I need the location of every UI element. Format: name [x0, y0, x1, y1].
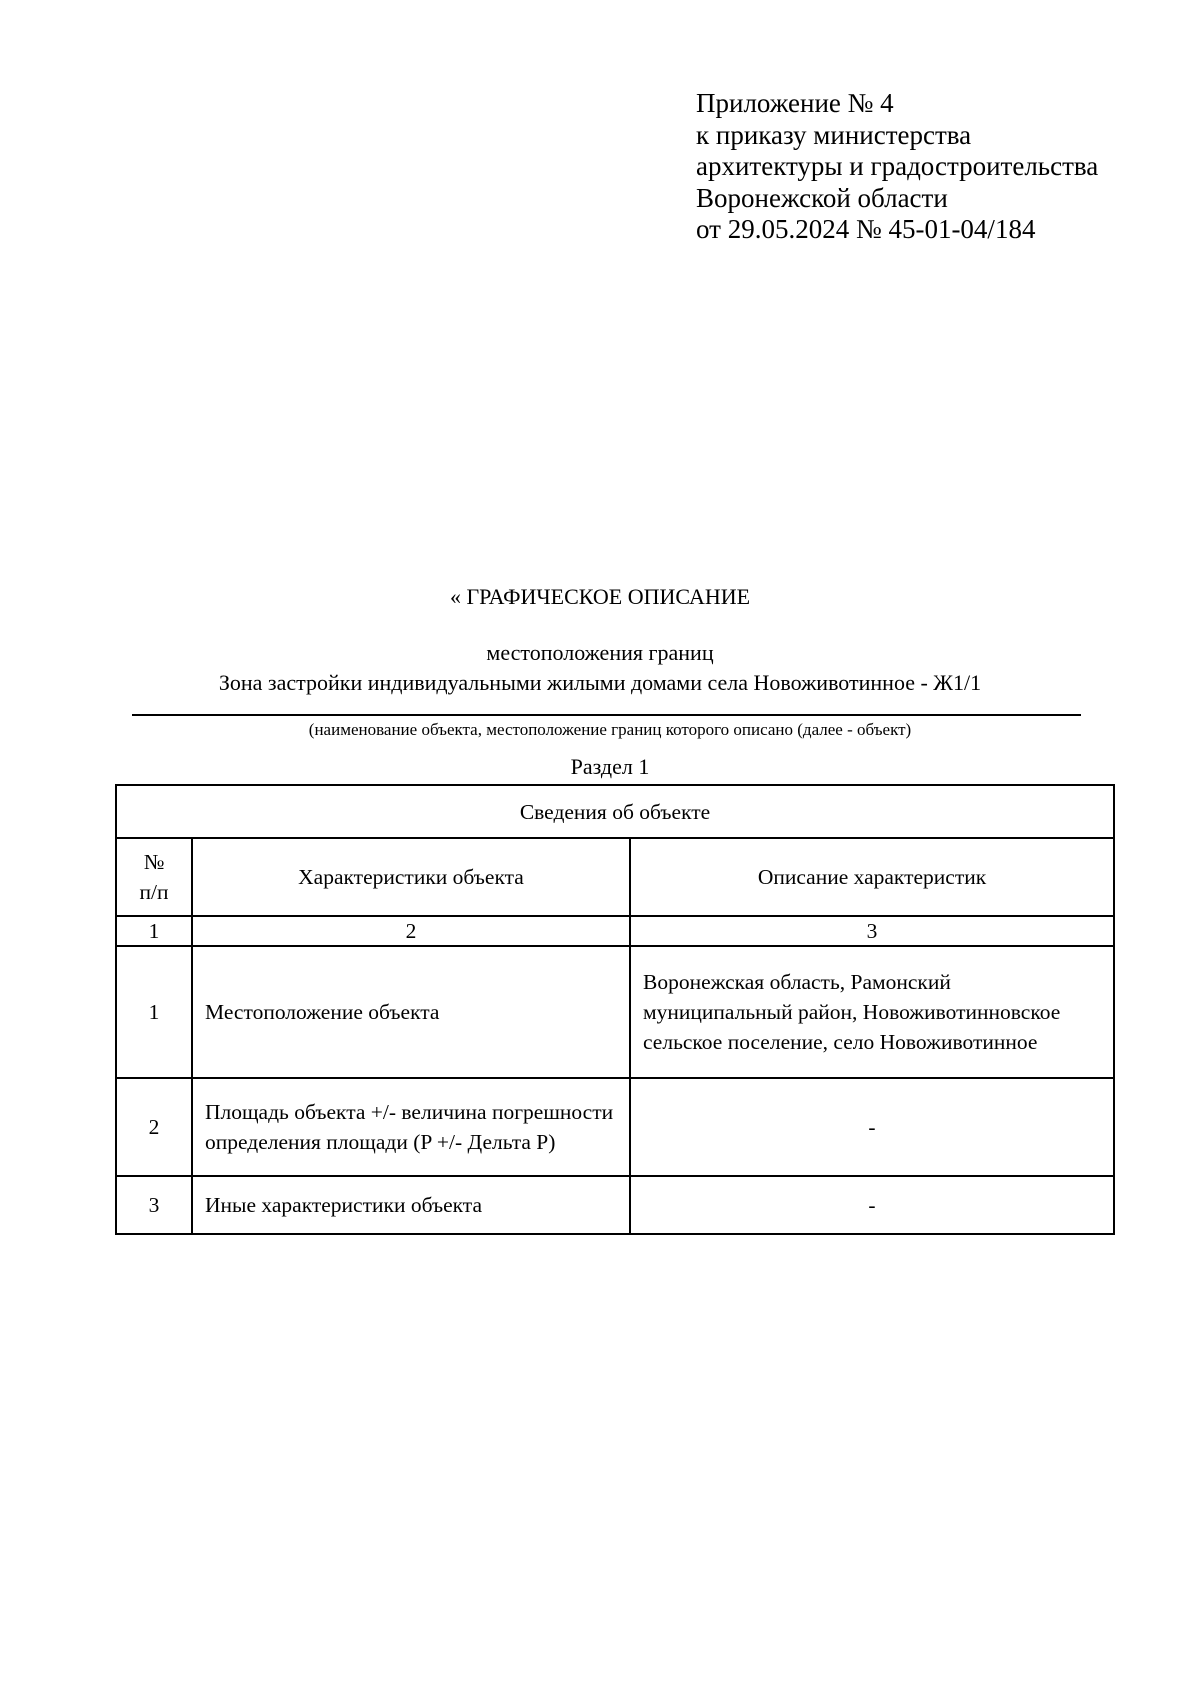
row-description: - — [630, 1176, 1114, 1234]
object-name: Зона застройки индивидуальными жилыми домами села Новоживотинное - Ж1/1 — [218, 670, 982, 695]
row-description: Воронежская область, Рамонский муниципальный район, Новоживотинновское сельское поселение, село Новоживотинное — [630, 946, 1114, 1078]
header-number-line-1: № — [143, 850, 165, 874]
row-number: 3 — [116, 1176, 192, 1234]
column-number: 2 — [192, 916, 630, 946]
document-title: « ГРАФИЧЕСКОЕ ОПИСАНИЕ — [449, 584, 751, 609]
table-row — [116, 1176, 1114, 1234]
appendix-line-2: к приказу министерства — [696, 119, 972, 150]
appendix-line-4: Воронежской области — [696, 182, 948, 213]
column-number: 3 — [630, 916, 1114, 946]
row-number: 1 — [116, 946, 192, 1078]
header-number — [116, 838, 192, 916]
column-number-row — [116, 916, 1114, 946]
row-number: 2 — [116, 1078, 192, 1176]
underline-caption: (наименование объекта, местоположение границ которого описано (далее - объект) — [308, 720, 912, 739]
appendix-line-3: архитектуры и градостроительства — [696, 151, 1099, 181]
table-header-row — [116, 838, 1114, 916]
row-characteristic: Площадь объекта +/- величина погрешности определения площади (P +/- Дельта P) — [192, 1078, 630, 1176]
table-row — [116, 946, 1114, 1078]
row-characteristic: Местоположение объекта — [192, 946, 630, 1078]
object-name-underline — [132, 714, 1081, 716]
object-info-table — [115, 784, 1115, 1235]
section-label: Раздел 1 — [570, 754, 650, 779]
column-number: 1 — [116, 916, 192, 946]
table-caption-row — [116, 785, 1114, 838]
appendix-line-5: от 29.05.2024 № 45-01-04/184 — [696, 214, 1036, 244]
table-caption: Сведения об объекте — [116, 785, 1114, 838]
appendix-block — [696, 88, 1176, 246]
row-characteristic: Иные характеристики объекта — [192, 1176, 630, 1234]
appendix-line-1: Приложение № 4 — [696, 88, 894, 118]
header-description: Описание характеристик — [630, 838, 1114, 916]
header-characteristic: Характеристики объекта — [192, 838, 630, 916]
document-subtitle: местоположения границ — [486, 640, 714, 665]
row-description: - — [630, 1078, 1114, 1176]
table-row — [116, 1078, 1114, 1176]
header-number-line-2: п/п — [139, 880, 169, 904]
